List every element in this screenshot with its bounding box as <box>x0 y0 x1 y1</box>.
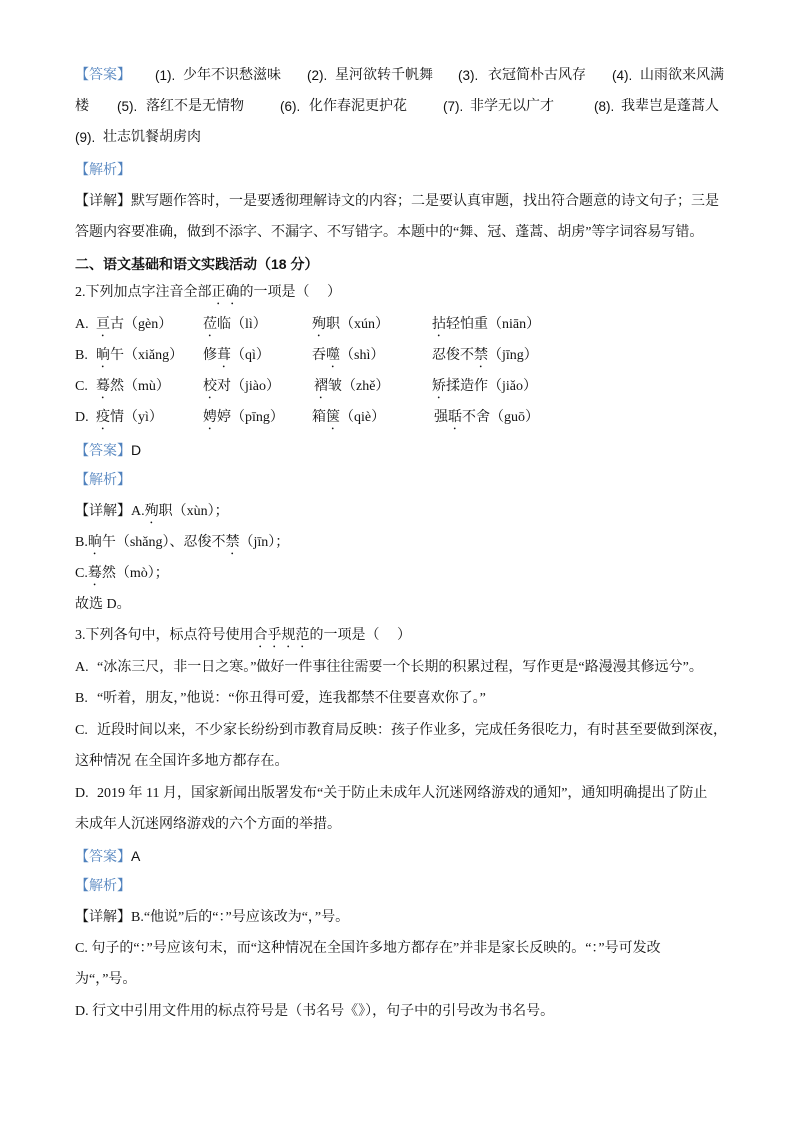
answer-number: (9). <box>75 130 96 145</box>
option-label: A. <box>75 660 89 675</box>
answer-number: (5). <box>117 99 138 114</box>
pinyin: （jiào） <box>231 379 280 394</box>
word-text: 不舍 <box>462 410 490 425</box>
detail-text: （jīn）； <box>239 535 290 550</box>
answer-text-continued: 楼 <box>75 99 89 114</box>
answer-tag: 【答案】 <box>75 68 131 83</box>
answer-tag: 【答案】 <box>75 444 131 459</box>
answer-number: (1). <box>155 68 176 83</box>
option-word <box>96 345 183 371</box>
dotted-text: 合乎规范 <box>253 628 310 643</box>
word-text: 箱 <box>312 410 326 425</box>
pinyin: （shì） <box>340 348 385 363</box>
q2-option-d <box>0 407 793 429</box>
q3-option-b <box>0 688 793 710</box>
answer-number: (8). <box>594 99 615 114</box>
pinyin: （niān） <box>488 317 541 332</box>
q2-detail-a <box>75 501 229 523</box>
detail-line: 为“，”号。 <box>75 972 137 987</box>
word-text: 轻怕重 <box>446 317 488 332</box>
answer-text: 星河欲转千帆舞 <box>335 68 433 83</box>
detail-text: 然（mò）； <box>101 566 169 581</box>
dotted-char: 亘 <box>96 317 110 332</box>
word-text: 婷 <box>217 410 231 425</box>
word-text: 强 <box>434 410 448 425</box>
pinyin: （yì） <box>124 410 163 425</box>
dotted-char: 聒 <box>448 410 462 425</box>
dotted-char: 矫 <box>432 379 446 394</box>
dotted-text: 正确 <box>211 285 240 300</box>
option-word <box>432 345 538 371</box>
detail-text: 【详解】A. <box>75 504 145 519</box>
word-text: 揉造作 <box>446 379 488 394</box>
q3-option-c <box>0 720 793 742</box>
q2-stem <box>75 282 341 304</box>
answer-text: 山雨欲来风满 <box>640 68 724 83</box>
word-text: 情 <box>110 410 124 425</box>
dotted-char: 莅 <box>203 317 217 332</box>
stem-text: 的一项是（ ） <box>239 285 341 300</box>
detail-line: 【详解】B.“他说”后的“：”号应该改为“，”号。 <box>75 910 350 925</box>
dotted-char: 噬 <box>326 348 340 363</box>
analysis-tag: 【解析】 <box>75 163 131 178</box>
detail-text: B. <box>75 535 88 550</box>
option-text: 2019 年 11 月，国家新闻出版署发布“关于防止未成年人沉迷网络游戏的通知”，通知明确提出了防止 <box>97 786 708 801</box>
dotted-char: 褶 <box>314 379 328 394</box>
detail-text: 职（xùn）； <box>158 504 229 519</box>
q3-stem <box>75 625 411 647</box>
word-text: 职 <box>326 317 340 332</box>
stem-text: 2.下列加点字注音全部 <box>75 285 212 300</box>
option-word <box>203 407 284 433</box>
option-word <box>203 314 267 340</box>
answer-number: (2). <box>307 68 328 83</box>
q1-answer-line-3 <box>0 127 793 149</box>
q2-option-b <box>0 345 793 367</box>
word-text: 临 <box>217 317 231 332</box>
word-text: 然 <box>110 379 124 394</box>
q3-option-a <box>0 657 793 679</box>
answer-text: 我辈岂是蓬蒿人 <box>621 99 719 114</box>
option-label: B. <box>75 348 88 363</box>
answer-text: 落红不是无情物 <box>146 99 244 114</box>
option-label: B. <box>75 691 88 706</box>
option-word <box>432 314 540 340</box>
dotted-char: 殉 <box>312 317 326 332</box>
q2-option-c <box>0 376 793 398</box>
dotted-char: 拈 <box>432 317 446 332</box>
answer-value: A <box>131 848 141 864</box>
q2-detail-c <box>75 563 169 585</box>
pinyin: （lì） <box>231 317 267 332</box>
pinyin: （gèn） <box>124 317 173 332</box>
option-label: D. <box>75 786 89 801</box>
option-word <box>312 314 389 340</box>
q2-option-a <box>0 314 793 336</box>
answer-text: 少年不识愁滋味 <box>183 68 281 83</box>
q1-answer-line-2 <box>0 96 793 118</box>
dotted-char: 晌 <box>87 535 102 550</box>
dotted-char: 校 <box>203 379 217 394</box>
q3-answer <box>75 845 140 867</box>
option-text: 近段时间以来，不少家长纷纷到市教育局反映：孩子作业多，完成任务很吃力，有时甚至要做到深夜， <box>97 723 727 738</box>
answer-text: 壮志饥餐胡虏肉 <box>103 130 201 145</box>
dotted-char: 蓦 <box>87 566 102 581</box>
detail-line: D. 行文中引用文件用的标点符号是（书名号《》），句子中的引号改为书名号。 <box>75 1004 555 1019</box>
option-word <box>312 345 384 371</box>
option-word <box>434 407 539 433</box>
detail-line: C. 句子的“：”号应该句末，而“这种情况在全国许多地方都存在”并非是家长反映的。“：”号可发改 <box>75 941 661 956</box>
answer-text: 化作春泥更护花 <box>309 99 407 114</box>
q2-answer <box>75 439 141 461</box>
pinyin: （xún） <box>340 317 389 332</box>
q3-option-d <box>0 783 793 805</box>
answer-number: (7). <box>443 99 464 114</box>
option-text: “听着，朋友，”他说：“你丑得可爱，连我都禁不住要喜欢你了。” <box>97 691 486 706</box>
dotted-char: 禁 <box>474 348 488 363</box>
answer-value: D <box>131 442 142 458</box>
option-word <box>203 376 280 402</box>
dotted-char: 葺 <box>217 348 231 363</box>
option-word <box>96 314 172 340</box>
answer-tag: 【答案】 <box>75 850 131 865</box>
option-text-continued: 这种情况 在全国许多地方都存在。 <box>75 754 289 769</box>
analysis-tag: 【解析】 <box>75 879 131 894</box>
dotted-char: 晌 <box>96 348 110 363</box>
q2-conclusion: 故选 D。 <box>75 597 131 612</box>
detail-line: 【详解】默写题作答时，一是要透彻理解诗文的内容；二是要认真审题，找出符合题意的诗文句子；三是 <box>75 194 719 209</box>
option-text: “冰冻三尺，非一日之寒。”做好一件事往往需要一个长期的积累过程，写作更是“路漫漫其修远兮”。 <box>97 660 703 675</box>
answer-number: (4). <box>612 68 633 83</box>
dotted-char: 殉 <box>144 504 159 519</box>
dotted-char: 娉 <box>203 410 217 425</box>
option-text-continued: 未成年人沉迷网络游戏的六个方面的举措。 <box>75 817 341 832</box>
word-text: 午 <box>110 348 124 363</box>
word-text: 修 <box>203 348 217 363</box>
option-word <box>314 376 389 402</box>
pinyin: （jīng） <box>488 348 538 363</box>
word-text: 古 <box>110 317 124 332</box>
answer-number: (6). <box>280 99 301 114</box>
detail-line: 答题内容要准确，做到不添字、不漏字、不写错字。本题中的“舞、冠、蓬蒿、胡虏”等字词容易写错。 <box>75 225 704 240</box>
detail-text: C. <box>75 566 88 581</box>
option-word <box>96 376 170 402</box>
q2-detail-b <box>75 532 289 554</box>
word-text: 对 <box>217 379 231 394</box>
option-word <box>203 345 270 371</box>
answer-text: 衣冠简朴古风存 <box>488 68 586 83</box>
pinyin: （guō） <box>490 410 539 425</box>
pinyin: （qì） <box>231 348 270 363</box>
word-text: 皱 <box>328 379 342 394</box>
pinyin: （zhě） <box>342 379 390 394</box>
detail-text: 午（shǎng）、忍俊不 <box>101 535 226 550</box>
option-label: C. <box>75 379 88 394</box>
pinyin: （jiǎo） <box>488 379 537 394</box>
dotted-char: 疫 <box>96 410 110 425</box>
answer-number: (3). <box>458 68 479 83</box>
stem-text: 3.下列各句中，标点符号使用 <box>75 628 254 643</box>
answer-text: 非学无以广才 <box>470 99 554 114</box>
word-text: 忍俊不 <box>432 348 474 363</box>
pinyin: （pīng） <box>231 410 284 425</box>
pinyin: （mù） <box>124 379 170 394</box>
option-word <box>312 407 385 433</box>
analysis-tag: 【解析】 <box>75 473 131 488</box>
option-word <box>96 407 163 433</box>
pinyin: （qiè） <box>340 410 386 425</box>
pinyin: （xiǎng） <box>124 348 184 363</box>
option-label: A. <box>75 317 89 332</box>
section-heading: 二、语文基础和语文实践活动（18 分） <box>75 256 319 272</box>
option-label: D. <box>75 410 89 425</box>
option-label: C. <box>75 723 88 738</box>
stem-text: 的一项是（ ） <box>309 628 411 643</box>
dotted-char: 禁 <box>225 535 240 550</box>
word-text: 吞 <box>312 348 326 363</box>
dotted-char: 箧 <box>326 410 340 425</box>
q1-answer-line-1 <box>0 65 793 87</box>
dotted-char: 蓦 <box>96 379 110 394</box>
option-word <box>432 376 537 402</box>
